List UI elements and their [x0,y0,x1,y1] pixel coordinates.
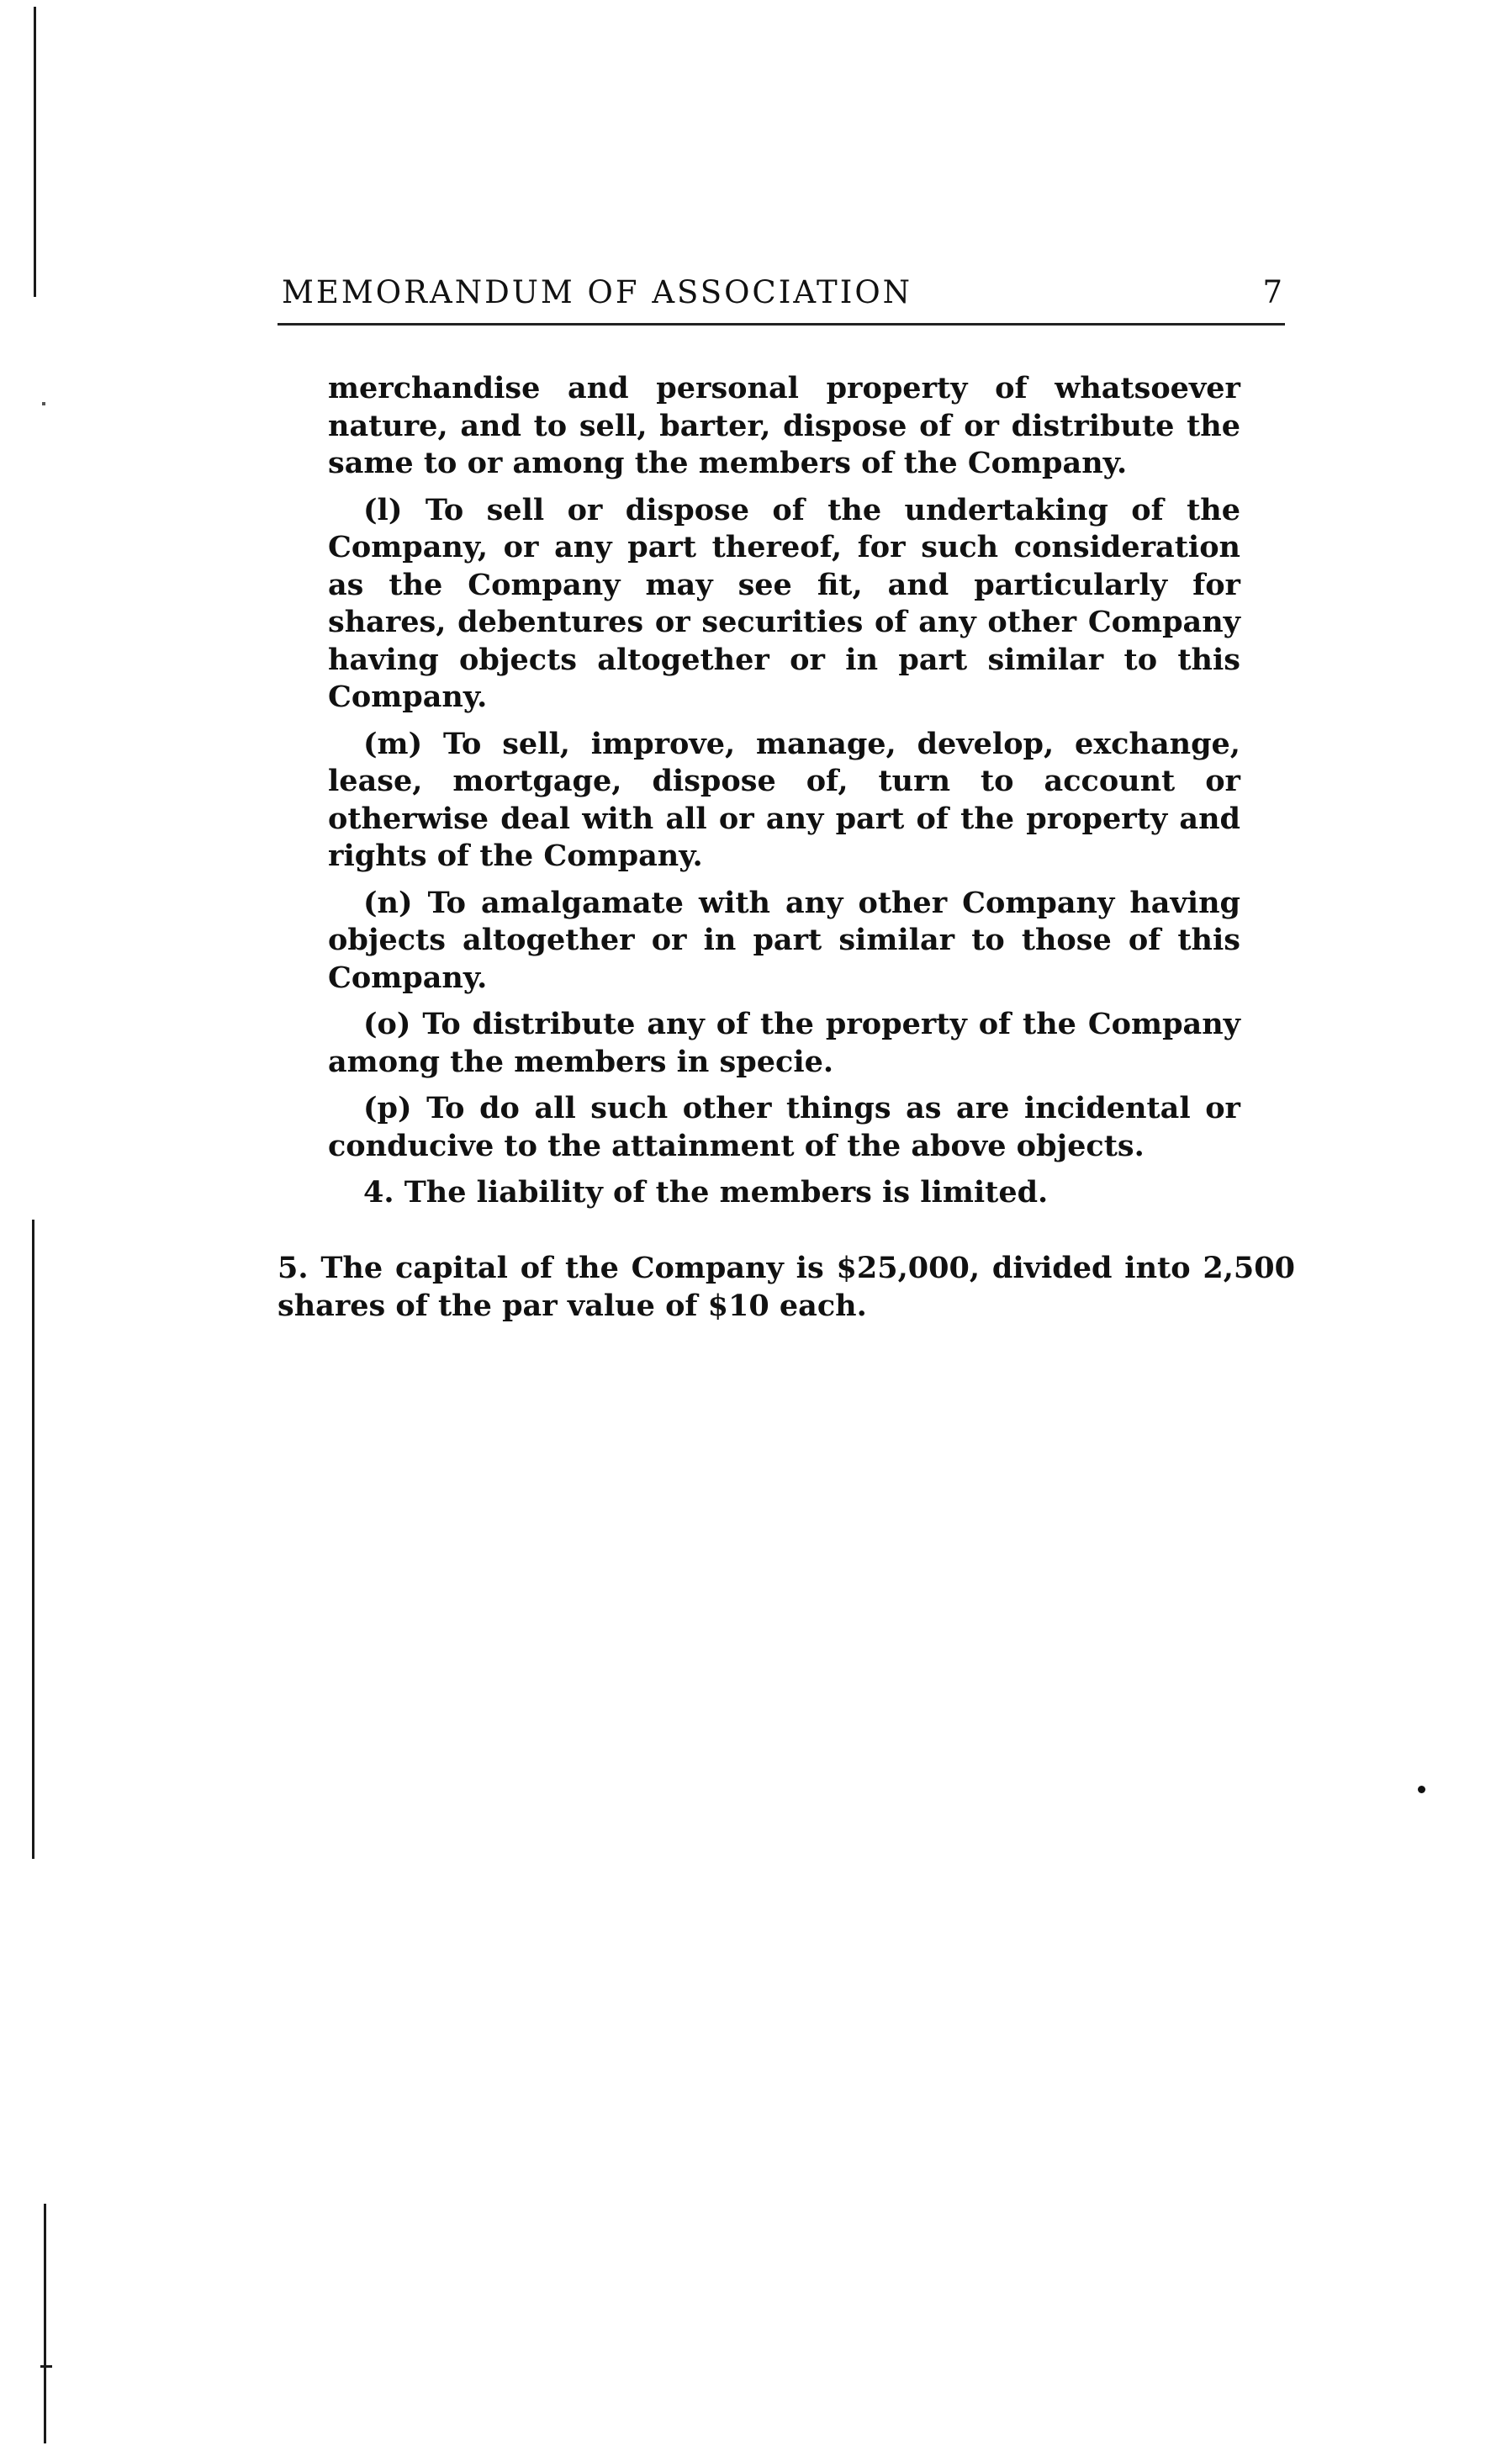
paragraph-clause-4: 4. The liability of the members is limited. [363,1175,1049,1210]
paragraph-item-n: (n) To amalgamate with any other Company having objects altogether or in part similar to those of this Company. [328,885,1240,995]
header-rule [278,323,1285,326]
paragraph-item-p: (p) To do all such other things as are incidental or conducive to the attainment of the above objects. [328,1091,1240,1163]
scan-border-line-top [34,7,36,297]
running-header [282,274,1282,316]
paragraph-item-l: (l) To sell or dispose of the undertaking of the Company, or any part thereof, for such consideration as the Company may see fit, and particularly for shares, debentures or securities of any other Company having objects altogether or in part similar to this Company. [328,492,1240,714]
scan-border-line-bottom [44,2204,46,2443]
scan-mark [40,2365,52,2368]
memorandum-body [328,370,1240,1221]
scan-speck-right [1418,1786,1425,1793]
paragraph-item-o: (o) To distribute any of the property of the Company among the members in specie. [328,1007,1240,1079]
running-header-title: MEMORANDUM OF ASSOCIATION [282,274,913,310]
page-number: 7 [1262,274,1282,310]
paragraph-clause-5: 5. The capital of the Company is $25,000, divided into 2,500 shares of the par value of $10 each. [278,1251,1295,1323]
scan-speck-left [42,402,45,405]
scan-border-line-middle [32,1220,34,1859]
paragraph-continuation: merchandise and personal property of whatsoever nature, and to sell, barter, dispose of or distribute the same to or among the members of the Company. [328,371,1240,480]
paragraph-item-m: (m) To sell, improve, manage, develop, exchange, lease, mortgage, dispose of, turn to account or otherwise deal with all or any part of the property and rights of the Company. [328,726,1240,873]
